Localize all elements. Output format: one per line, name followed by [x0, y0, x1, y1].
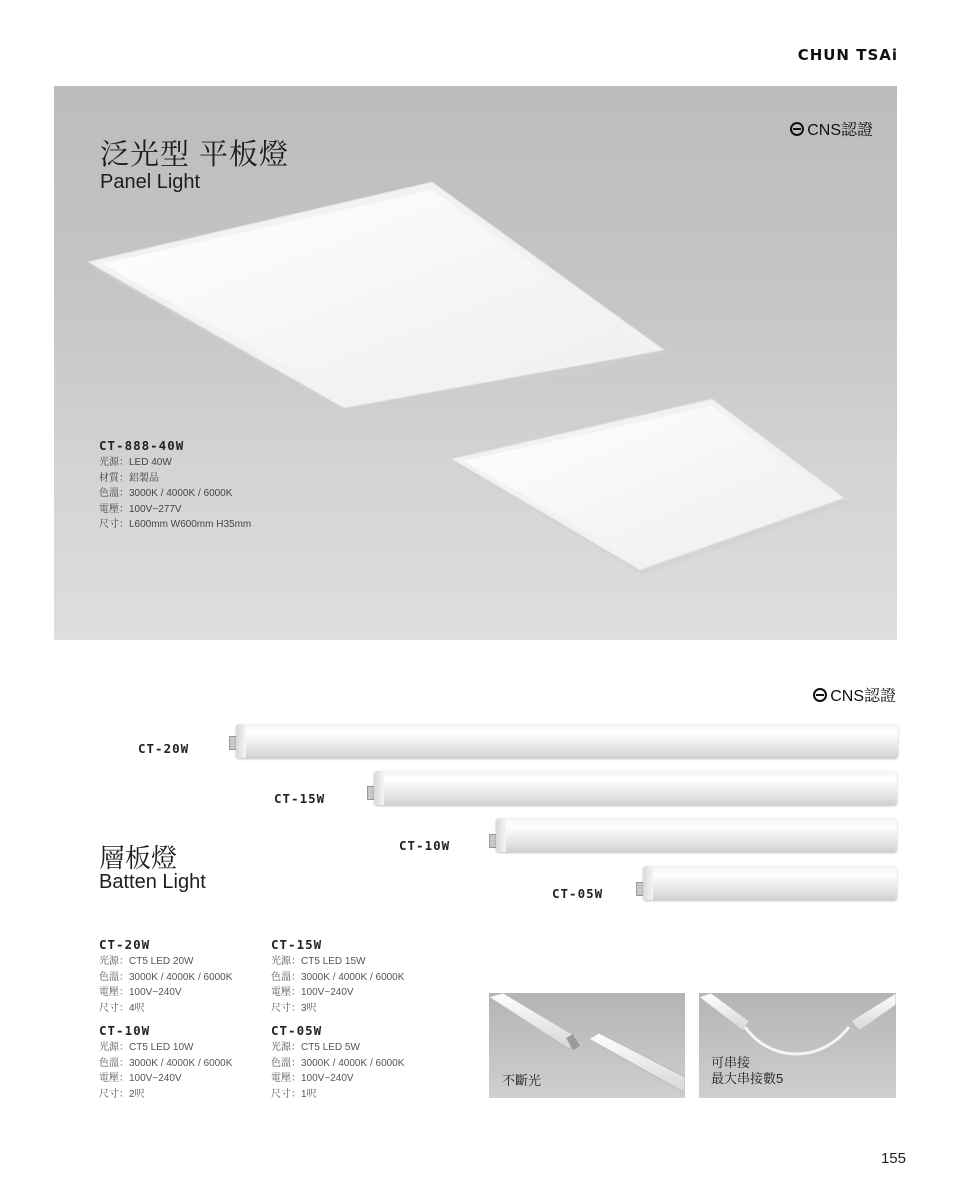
batten-spec-ct-15w: [271, 936, 404, 1016]
cns-label: CNS認證: [807, 122, 873, 139]
spec-line: 電壓：100V~240V: [99, 987, 182, 998]
spec-line: 光源：CT5 LED 10W: [99, 1042, 194, 1053]
photo-caption: [502, 1073, 541, 1089]
spec-line: 光源：CT5 LED 20W: [99, 956, 194, 967]
cns-mark-icon: [813, 688, 827, 702]
caption-line: 不斷光: [502, 1073, 542, 1088]
spec-line: 色溫：3000K / 4000K / 6000K: [99, 971, 233, 983]
brand-logo: CHUN TSAi: [797, 46, 898, 64]
batten-spec-ct-10w: [99, 1022, 232, 1102]
panel-model: CT-888-40W: [99, 438, 185, 453]
tube-label-ct-20w: CT-20W: [138, 741, 190, 756]
cns-certification-badge: [813, 683, 896, 706]
spec-line: 尺寸：3呎: [271, 1002, 317, 1014]
spec-line: 色溫：3000K / 4000K / 6000K: [99, 488, 233, 499]
spec-line: 尺寸：1呎: [271, 1088, 317, 1100]
spec-line: 色溫：3000K / 4000K / 6000K: [271, 1057, 405, 1069]
batten-tube-ct-15w: [374, 771, 897, 805]
tube-label-ct-15w: CT-15W: [274, 791, 326, 806]
spec-line: 色溫：3000K / 4000K / 6000K: [271, 971, 405, 983]
caption-line: 可串接: [711, 1055, 751, 1070]
spec-line: 電壓：100V~277V: [99, 503, 182, 515]
spec-model: CT-20W: [99, 937, 151, 952]
feature-photo-linkable: [699, 993, 896, 1098]
spec-line: 電壓：100V~240V: [99, 1073, 182, 1084]
spec-line: 電壓：100V~240V: [271, 987, 354, 998]
batten-spec-ct-05w: [271, 1022, 404, 1102]
spec-model: CT-05W: [271, 1023, 323, 1038]
panel-title-en: Panel Light: [100, 171, 201, 193]
batten-tube-ct-20w: [236, 724, 898, 758]
cns-certification-badge: [790, 117, 873, 140]
cns-mark-icon: [790, 122, 804, 136]
spec-line: 色溫：3000K / 4000K / 6000K: [99, 1057, 233, 1069]
spec-model: CT-15W: [271, 937, 323, 952]
spec-line: 電壓：100V~240V: [271, 1073, 354, 1084]
batten-tube-ct-10w: [496, 818, 897, 852]
spec-line: 尺寸：2呎: [99, 1088, 145, 1100]
tube-label-ct-05w: CT-05W: [552, 886, 604, 901]
panel-title-zh: 泛光型 平板燈: [100, 139, 290, 171]
batten-spec-ct-20w: [99, 936, 232, 1016]
panel-spec-block: [99, 437, 251, 533]
feature-photo-continuous-light: [489, 993, 685, 1098]
spec-line: 尺寸：L600mm W600mm H35mm: [99, 519, 252, 530]
tube-label-ct-10w: CT-10W: [399, 838, 451, 853]
batten-tube-ct-05w: [643, 866, 897, 900]
spec-line: 尺寸：4呎: [99, 1002, 145, 1014]
photo-caption: [711, 1055, 783, 1087]
spec-line: 光源：CT5 LED 15W: [271, 956, 366, 967]
batten-title-zh: 層板燈: [99, 843, 178, 873]
page-number: 155: [880, 1150, 906, 1167]
cns-label: CNS認證: [830, 688, 896, 705]
spec-line: 材質：鋁製品: [99, 472, 159, 484]
spec-model: CT-10W: [99, 1023, 151, 1038]
spec-line: 光源：CT5 LED 5W: [271, 1042, 360, 1053]
panel-light-hero: [54, 86, 897, 640]
batten-title-en: Batten Light: [99, 871, 206, 893]
caption-line: 最大串接數5: [711, 1071, 784, 1086]
spec-line: 光源：LED 40W: [99, 457, 172, 468]
